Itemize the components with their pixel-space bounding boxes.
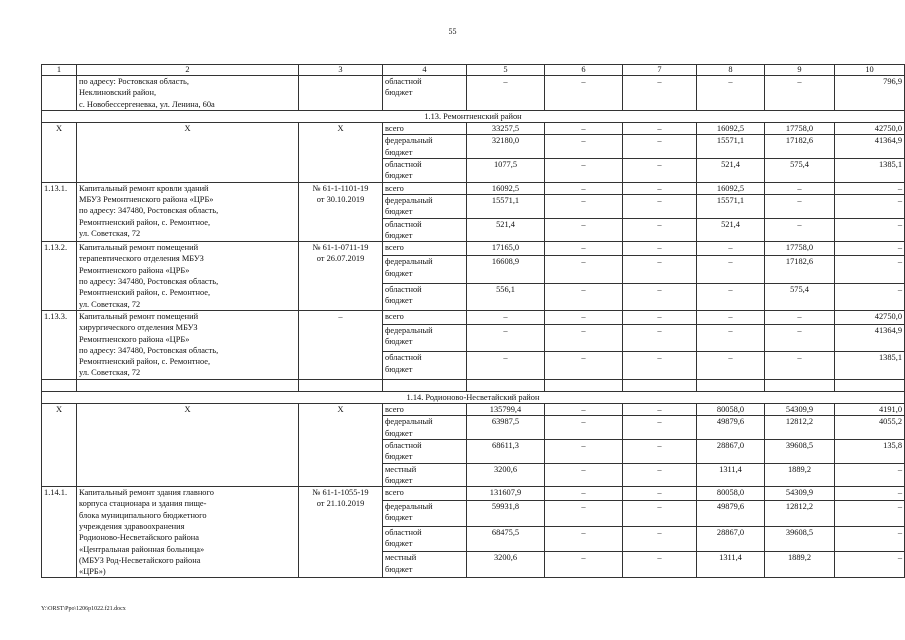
value-cell: 80058,0 <box>697 487 765 501</box>
funding-source <box>383 283 467 310</box>
value-cell: – <box>545 283 623 310</box>
value-cell: 68611,3 <box>467 439 545 463</box>
object-name-line: по адресу: Ростовская область, <box>79 77 189 86</box>
value-cell: 33257,5 <box>467 123 545 135</box>
object-name-line: Родионово-Несветайского района <box>79 533 199 543</box>
funding-source-label: местный бюджет <box>385 464 417 485</box>
object-name: Х <box>77 404 299 487</box>
table-row <box>42 242 905 256</box>
funding-source <box>383 487 467 501</box>
value-cell: – <box>835 500 905 526</box>
document-ref-line: № 61-1-1055-19 <box>312 488 369 498</box>
value-cell: – <box>623 552 697 578</box>
value-cell: 521,4 <box>697 218 765 242</box>
value-cell: 135799,4 <box>467 404 545 416</box>
object-name <box>77 487 299 578</box>
object-name-line: Ремонтненский район, с. Ремонтное, <box>79 357 211 367</box>
funding-source <box>383 159 467 183</box>
table-row <box>42 487 905 501</box>
value-cell: 28867,0 <box>697 439 765 463</box>
value-cell: 1385,1 <box>835 352 905 379</box>
object-name <box>77 76 299 111</box>
value-cell: – <box>697 76 765 111</box>
funding-source-label: областной бюджет <box>385 77 422 98</box>
value-cell: 59931,8 <box>467 500 545 526</box>
object-name: Х <box>77 123 299 182</box>
value-cell: 15571,1 <box>697 194 765 218</box>
value-cell: – <box>545 182 623 194</box>
funding-source <box>383 526 467 552</box>
value-cell: 131607,9 <box>467 487 545 501</box>
value-cell: – <box>697 283 765 310</box>
value-cell: 3200,6 <box>467 463 545 487</box>
value-cell: 16608,9 <box>467 256 545 283</box>
value-cell: – <box>835 256 905 283</box>
document-ref-line: – <box>338 311 343 321</box>
value-cell: 556,1 <box>467 283 545 310</box>
value-cell: – <box>697 242 765 256</box>
object-name-line: «Центральная районная больница» <box>79 544 205 554</box>
value-cell: – <box>835 218 905 242</box>
funding-source <box>383 135 467 159</box>
document-ref <box>299 182 383 241</box>
value-cell: – <box>545 194 623 218</box>
value-cell: – <box>623 500 697 526</box>
value-cell: – <box>623 416 697 440</box>
funding-source <box>383 325 467 352</box>
value-cell: 32180,0 <box>467 135 545 159</box>
table-row <box>42 404 905 416</box>
value-cell: 4055,2 <box>835 416 905 440</box>
object-name-line: учреждения здравоохранения <box>79 521 185 531</box>
value-cell: 15571,1 <box>467 194 545 218</box>
funding-source-label: областной бюджет <box>385 284 422 305</box>
empty-cell <box>545 379 623 391</box>
object-name <box>77 242 299 311</box>
value-cell: 63987,5 <box>467 416 545 440</box>
value-cell: – <box>545 439 623 463</box>
funding-source-label: всего <box>385 183 404 193</box>
value-cell: 1889,2 <box>765 552 835 578</box>
value-cell: – <box>765 182 835 194</box>
value-cell: – <box>545 76 623 111</box>
object-name-line: хирургического отделения МБУЗ <box>79 323 198 333</box>
value-cell: – <box>765 352 835 379</box>
value-cell: 1311,4 <box>697 463 765 487</box>
row-number: Х <box>42 123 77 182</box>
funding-source <box>383 256 467 283</box>
object-name-line: МБУЗ Ремонтненского района «ЦРБ» <box>79 194 214 204</box>
document-ref-line: от 26.07.2019 <box>316 254 365 264</box>
funding-source-label: всего <box>385 124 404 134</box>
value-cell: 4191,0 <box>835 404 905 416</box>
value-cell: – <box>623 76 697 111</box>
value-cell: – <box>545 404 623 416</box>
empty-cell <box>835 379 905 391</box>
value-cell: – <box>623 194 697 218</box>
value-cell: 41364,9 <box>835 135 905 159</box>
empty-cell <box>42 379 77 391</box>
value-cell: 17758,0 <box>765 242 835 256</box>
funding-source-label: федеральный бюджет <box>385 417 433 438</box>
value-cell: – <box>545 242 623 256</box>
funding-source-label: областной бюджет <box>385 440 422 462</box>
empty-cell <box>623 379 697 391</box>
value-cell: – <box>545 416 623 440</box>
value-cell: 16092,5 <box>697 123 765 135</box>
value-cell: – <box>835 182 905 194</box>
object-name-line: ул. Советская, 72 <box>79 299 141 309</box>
value-cell: – <box>623 135 697 159</box>
header-row <box>42 65 905 76</box>
value-cell: – <box>623 352 697 379</box>
value-cell: – <box>835 283 905 310</box>
value-cell: – <box>697 310 765 324</box>
value-cell: – <box>545 526 623 552</box>
funding-source <box>383 463 467 487</box>
table-row <box>42 182 905 194</box>
object-name-line: Ремонтненский район, с. Ремонтное, <box>79 217 211 227</box>
row-number: 1.13.3. <box>42 310 77 379</box>
row-number: 1.14.1. <box>42 487 77 578</box>
value-cell: – <box>545 325 623 352</box>
value-cell: – <box>623 325 697 352</box>
value-cell: 17182,6 <box>765 135 835 159</box>
value-cell: 28867,0 <box>697 526 765 552</box>
value-cell: – <box>545 352 623 379</box>
object-name-line: по адресу: 347480, Ростовская область, <box>79 206 219 216</box>
value-cell: 41364,9 <box>835 325 905 352</box>
object-name-line: Капитальный ремонт кровли зданий <box>79 183 209 193</box>
column-number: 10 <box>835 65 905 76</box>
value-cell: 575,4 <box>765 283 835 310</box>
value-cell: – <box>545 487 623 501</box>
column-number: 9 <box>765 65 835 76</box>
funding-source-label: областной бюджет <box>385 219 422 240</box>
value-cell: 80058,0 <box>697 404 765 416</box>
value-cell: 54309,9 <box>765 487 835 501</box>
document-ref <box>299 487 383 578</box>
budget-table <box>41 64 905 578</box>
document-ref <box>299 242 383 311</box>
document-ref: Х <box>299 123 383 182</box>
value-cell: 3200,6 <box>467 552 545 578</box>
value-cell: – <box>467 325 545 352</box>
object-name <box>77 310 299 379</box>
object-name <box>77 182 299 241</box>
object-name-line: ул. Советская, 72 <box>79 228 141 238</box>
funding-source-label: областной бюджет <box>385 160 422 181</box>
empty-cell <box>77 379 299 391</box>
row-number: 1.13.2. <box>42 242 77 311</box>
funding-source-label: федеральный бюджет <box>385 195 433 217</box>
value-cell: – <box>545 135 623 159</box>
funding-source <box>383 404 467 416</box>
value-cell: – <box>545 552 623 578</box>
value-cell: 1385,1 <box>835 159 905 183</box>
value-cell: 68475,5 <box>467 526 545 552</box>
value-cell: 12812,2 <box>765 500 835 526</box>
section-row <box>42 110 905 122</box>
value-cell: 1311,4 <box>697 552 765 578</box>
value-cell: 521,4 <box>697 159 765 183</box>
value-cell: – <box>835 552 905 578</box>
table-row <box>42 123 905 135</box>
object-name-line: корпуса стационара и здания пище- <box>79 499 207 509</box>
funding-source <box>383 552 467 578</box>
funding-source <box>383 123 467 135</box>
row-number: Х <box>42 404 77 487</box>
table-row <box>42 76 905 111</box>
value-cell: – <box>623 463 697 487</box>
value-cell: – <box>765 325 835 352</box>
value-cell: 16092,5 <box>467 182 545 194</box>
value-cell: 54309,9 <box>765 404 835 416</box>
column-number: 7 <box>623 65 697 76</box>
empty-cell <box>299 379 383 391</box>
value-cell: 49879,6 <box>697 416 765 440</box>
document-ref <box>299 76 383 111</box>
file-path: Y:\ORST\Ppo\1206p1022.f21.docx <box>41 606 126 612</box>
funding-source <box>383 416 467 440</box>
column-number: 1 <box>42 65 77 76</box>
object-name-line: по адресу: 347480, Ростовская область, <box>79 345 219 355</box>
value-cell: – <box>835 194 905 218</box>
value-cell: 16092,5 <box>697 182 765 194</box>
object-name-line: Капитальный ремонт помещений <box>79 243 199 253</box>
column-number: 6 <box>545 65 623 76</box>
section-title: 1.13. Ремонтненский район <box>42 110 905 122</box>
column-number: 3 <box>299 65 383 76</box>
funding-source-label: всего <box>385 405 404 415</box>
value-cell: – <box>623 310 697 324</box>
value-cell: – <box>545 256 623 283</box>
document-ref <box>299 310 383 379</box>
funding-source <box>383 182 467 194</box>
value-cell: 17758,0 <box>765 123 835 135</box>
document-ref: Х <box>299 404 383 487</box>
funding-source-label: федеральный бюджет <box>385 326 433 347</box>
value-cell: – <box>623 123 697 135</box>
value-cell: 42750,0 <box>835 123 905 135</box>
value-cell: – <box>623 218 697 242</box>
value-cell: 796,9 <box>835 76 905 111</box>
value-cell: – <box>467 76 545 111</box>
value-cell: – <box>545 500 623 526</box>
object-name-line: с. Новобессергеневка, ул. Ленина, 60а <box>79 99 215 109</box>
value-cell: – <box>765 76 835 111</box>
object-name-line: (МБУЗ Род-Несветайского района <box>79 555 201 565</box>
funding-source-label: федеральный бюджет <box>385 257 433 278</box>
funding-source-label: местный бюджет <box>385 553 417 574</box>
object-name-line: «ЦРБ») <box>79 567 106 577</box>
value-cell: 135,8 <box>835 439 905 463</box>
value-cell: – <box>545 310 623 324</box>
value-cell: – <box>765 218 835 242</box>
value-cell: – <box>545 123 623 135</box>
funding-source <box>383 242 467 256</box>
section-title: 1.14. Родионово-Несветайский район <box>42 391 905 403</box>
funding-source-label: областной бюджет <box>385 353 422 374</box>
column-number: 8 <box>697 65 765 76</box>
value-cell: – <box>545 218 623 242</box>
value-cell: – <box>697 325 765 352</box>
value-cell: 39608,5 <box>765 439 835 463</box>
funding-source <box>383 310 467 324</box>
object-name-line: Капитальный ремонт помещений <box>79 311 199 321</box>
table-row <box>42 310 905 324</box>
funding-source-label: всего <box>385 311 404 321</box>
document-ref-line: № 61-1-1101-19 <box>312 183 369 193</box>
value-cell: – <box>765 310 835 324</box>
value-cell: – <box>835 463 905 487</box>
funding-source <box>383 194 467 218</box>
value-cell: 42750,0 <box>835 310 905 324</box>
empty-cell <box>697 379 765 391</box>
funding-source-label: федеральный бюджет <box>385 501 433 522</box>
object-name-line: терапевтического отделения МБУЗ <box>79 254 204 264</box>
value-cell: – <box>765 194 835 218</box>
page-number: 55 <box>448 27 457 36</box>
object-name-line: Капитальный ремонт здания главного <box>79 488 214 498</box>
funding-source <box>383 218 467 242</box>
row-number <box>42 76 77 111</box>
column-number: 2 <box>77 65 299 76</box>
value-cell: – <box>467 310 545 324</box>
object-name-line: ул. Советская, 72 <box>79 368 141 378</box>
value-cell: – <box>623 256 697 283</box>
value-cell: – <box>623 283 697 310</box>
value-cell: 1077,5 <box>467 159 545 183</box>
object-name-line: блока муниципального бюджетного <box>79 510 207 520</box>
funding-source <box>383 352 467 379</box>
funding-source-label: всего <box>385 243 404 253</box>
value-cell: – <box>623 182 697 194</box>
funding-source <box>383 439 467 463</box>
value-cell: – <box>835 487 905 501</box>
document-ref-line: от 30.10.2019 <box>316 194 365 204</box>
empty-cell <box>765 379 835 391</box>
value-cell: 17182,6 <box>765 256 835 283</box>
object-name-line: по адресу: 347480, Ростовская область, <box>79 277 219 287</box>
value-cell: 39608,5 <box>765 526 835 552</box>
column-number: 5 <box>467 65 545 76</box>
value-cell: – <box>623 159 697 183</box>
object-name-line: Ремонтненский район, с. Ремонтное, <box>79 288 211 298</box>
value-cell: – <box>623 242 697 256</box>
column-number: 4 <box>383 65 467 76</box>
value-cell: 1889,2 <box>765 463 835 487</box>
value-cell: – <box>623 526 697 552</box>
empty-cell <box>467 379 545 391</box>
value-cell: – <box>467 352 545 379</box>
value-cell: – <box>545 159 623 183</box>
funding-source-label: всего <box>385 488 404 498</box>
value-cell: – <box>835 242 905 256</box>
funding-source-label: федеральный бюджет <box>385 136 433 157</box>
value-cell: – <box>623 404 697 416</box>
funding-source <box>383 500 467 526</box>
row-number: 1.13.1. <box>42 182 77 241</box>
value-cell: – <box>697 352 765 379</box>
value-cell: – <box>697 256 765 283</box>
value-cell: – <box>545 463 623 487</box>
value-cell: 575,4 <box>765 159 835 183</box>
value-cell: 15571,1 <box>697 135 765 159</box>
object-name-line: Ремонтненского района «ЦРБ» <box>79 265 190 275</box>
document-ref-line: от 21.10.2019 <box>316 499 365 509</box>
value-cell: 17165,0 <box>467 242 545 256</box>
empty-cell <box>383 379 467 391</box>
value-cell: 521,4 <box>467 218 545 242</box>
value-cell: 49879,6 <box>697 500 765 526</box>
value-cell: – <box>623 439 697 463</box>
value-cell: – <box>835 526 905 552</box>
funding-source-label: областной бюджет <box>385 527 422 548</box>
object-name-line: Ремонтненского района «ЦРБ» <box>79 334 190 344</box>
value-cell: – <box>623 487 697 501</box>
funding-source <box>383 76 467 111</box>
section-row <box>42 391 905 403</box>
object-name-line: Неклиновский район, <box>79 88 157 98</box>
document-ref-line: № 61-1-0711-19 <box>312 243 369 253</box>
blank-row <box>42 379 905 391</box>
value-cell: 12812,2 <box>765 416 835 440</box>
